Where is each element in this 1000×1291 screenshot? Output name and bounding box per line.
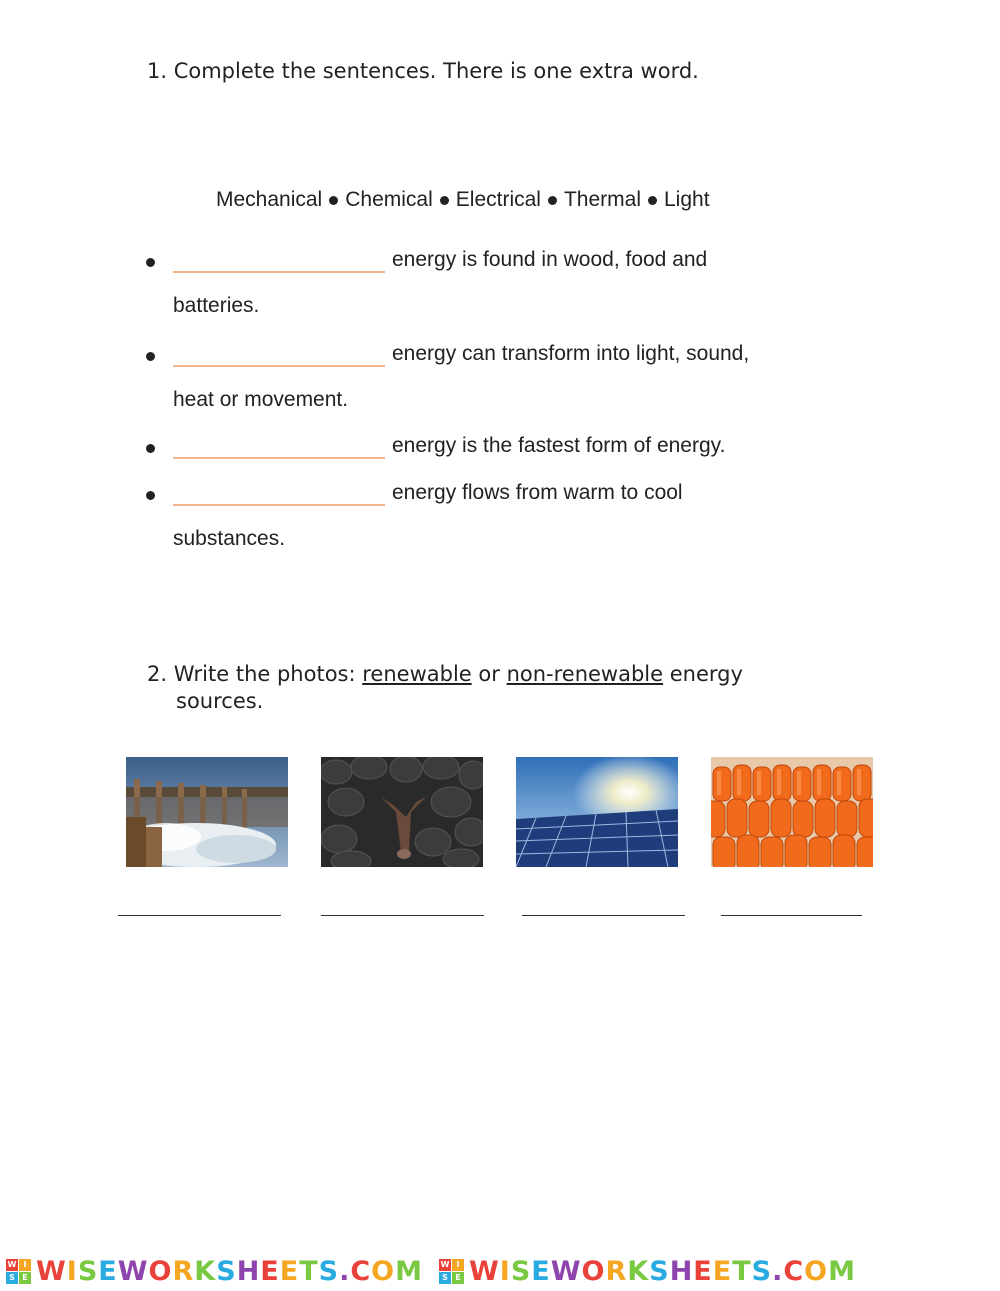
bullet-dot-icon bbox=[329, 196, 338, 205]
coal-photo bbox=[321, 757, 483, 867]
sentence-text: energy is the fastest form of energy. bbox=[392, 434, 726, 457]
sentence-continuation: batteries. bbox=[173, 294, 260, 317]
sentence-text: energy flows from warm to cool bbox=[392, 481, 683, 504]
bullet-dot-icon bbox=[440, 196, 449, 205]
brand-letter: O bbox=[581, 1255, 606, 1287]
brand-letter: S bbox=[77, 1255, 99, 1287]
brand-letter: M bbox=[395, 1255, 423, 1287]
gas-cylinders-photo bbox=[711, 757, 873, 867]
solar-panels-photo bbox=[516, 757, 678, 867]
brand-letter: S bbox=[510, 1255, 532, 1287]
brand-letter: E bbox=[531, 1255, 551, 1287]
sentence-continuation: heat or movement. bbox=[173, 388, 349, 411]
fill-in-blank[interactable] bbox=[173, 457, 385, 459]
fill-in-blank[interactable] bbox=[173, 365, 385, 367]
brand-letter: O bbox=[148, 1255, 173, 1287]
q2-suffix: energy bbox=[669, 662, 743, 686]
brand-letter: C bbox=[783, 1255, 805, 1287]
brand-letter: W bbox=[117, 1255, 149, 1287]
option-non-renewable: non-renewable bbox=[506, 662, 664, 686]
answer-line[interactable] bbox=[321, 915, 484, 916]
brand-letter: W bbox=[550, 1255, 582, 1287]
brand-letter: S bbox=[318, 1255, 340, 1287]
brand bbox=[6, 1256, 423, 1287]
word-bank-item: Thermal bbox=[563, 188, 641, 211]
brand-letter: E bbox=[260, 1255, 280, 1287]
word-bank-item: Chemical bbox=[345, 188, 433, 211]
brand-letter: H bbox=[669, 1255, 694, 1287]
word-bank-item: Electrical bbox=[455, 188, 541, 211]
logo-icon: W I S E bbox=[439, 1259, 464, 1284]
bullet-icon bbox=[146, 491, 155, 500]
q2-connector: or bbox=[478, 662, 500, 686]
word-bank-item: Light bbox=[664, 188, 710, 211]
option-renewable: renewable bbox=[362, 662, 472, 686]
brand-letter: W bbox=[36, 1255, 67, 1287]
answer-line[interactable] bbox=[721, 915, 862, 916]
brand-letter: T bbox=[299, 1255, 319, 1287]
brand-letter: S bbox=[751, 1255, 773, 1287]
brand-letter: T bbox=[732, 1255, 752, 1287]
brand-letter: O bbox=[371, 1255, 396, 1287]
sentence-text: energy is found in wood, food and bbox=[392, 248, 708, 271]
brand-letter: . bbox=[772, 1255, 784, 1287]
bullet-icon bbox=[146, 352, 155, 361]
brand-letter: S bbox=[649, 1255, 670, 1287]
brand-letter: K bbox=[194, 1255, 217, 1287]
brand-letter: C bbox=[350, 1255, 372, 1287]
bullet-dot-icon bbox=[548, 196, 557, 205]
brand-letter: E bbox=[712, 1255, 733, 1287]
word-bank-item: Mechanical bbox=[216, 188, 323, 211]
brand-letter: K bbox=[627, 1255, 650, 1287]
bullet-icon bbox=[146, 258, 155, 267]
question-2-title bbox=[147, 661, 743, 715]
brand-letter: H bbox=[236, 1255, 261, 1287]
brand-letter: I bbox=[66, 1255, 78, 1287]
brand-letter: E bbox=[279, 1255, 300, 1287]
brand-letter: R bbox=[605, 1255, 628, 1287]
footer-watermark bbox=[0, 1251, 1000, 1291]
hydroelectric-dam-photo bbox=[126, 757, 288, 867]
fill-in-blank[interactable] bbox=[173, 271, 385, 273]
brand-letter: E bbox=[693, 1255, 713, 1287]
sentence-text: energy can transform into light, sound, bbox=[392, 342, 750, 365]
question-1-title: 1. Complete the sentences. There is one extra word. bbox=[147, 59, 699, 83]
bullet-dot-icon bbox=[648, 196, 657, 205]
brand-letter: M bbox=[828, 1255, 856, 1287]
bullet-icon bbox=[146, 444, 155, 453]
answer-line[interactable] bbox=[118, 915, 281, 916]
brand-letter: O bbox=[804, 1255, 829, 1287]
brand-letter: W bbox=[469, 1255, 500, 1287]
brand bbox=[439, 1256, 856, 1287]
sentence-continuation: substances. bbox=[173, 527, 286, 550]
brand-letter: I bbox=[499, 1255, 511, 1287]
q2-prefix: 2. Write the photos: bbox=[147, 662, 356, 686]
brand-letter: E bbox=[98, 1255, 118, 1287]
brand-letter: R bbox=[172, 1255, 195, 1287]
logo-icon: W I S E bbox=[6, 1259, 31, 1284]
brand-letter: S bbox=[216, 1255, 237, 1287]
fill-in-blank[interactable] bbox=[173, 504, 385, 506]
q2-continuation: sources. bbox=[176, 689, 264, 713]
answer-line[interactable] bbox=[522, 915, 685, 916]
brand-text bbox=[469, 1256, 856, 1287]
brand-letter: . bbox=[339, 1255, 351, 1287]
brand-text bbox=[36, 1256, 423, 1287]
word-bank bbox=[216, 188, 710, 212]
